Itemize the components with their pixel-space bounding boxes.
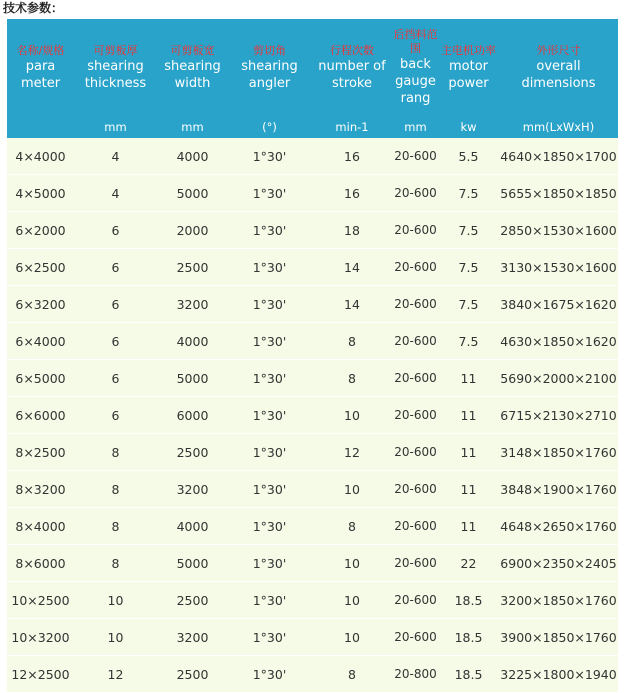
cell-width: 2500	[157, 656, 228, 693]
cell-angle: 1°30'	[228, 471, 311, 508]
cell-stroke: 10	[311, 619, 393, 656]
cell-gauge: 20-600	[393, 545, 438, 582]
cell-dimensions: 3148×1850×1760	[499, 434, 618, 471]
col-header-gauge: 后挡料范围 back gauge rang	[393, 19, 438, 116]
cell-model: 6×3200	[7, 286, 74, 323]
cell-thickness: 10	[74, 619, 157, 656]
cell-thickness: 4	[74, 138, 157, 175]
unit-width: mm	[157, 116, 228, 138]
cell-thickness: 6	[74, 397, 157, 434]
cell-angle: 1°30'	[228, 545, 311, 582]
cell-gauge: 20-600	[393, 249, 438, 286]
cell-angle: 1°30'	[228, 582, 311, 619]
cell-gauge: 20-600	[393, 212, 438, 249]
cell-power: 18.5	[438, 656, 499, 693]
cell-angle: 1°30'	[228, 360, 311, 397]
cell-dimensions: 6715×2130×2710	[499, 397, 618, 434]
cell-thickness: 8	[74, 545, 157, 582]
unit-stroke: min-1	[311, 116, 393, 138]
cell-width: 4000	[157, 508, 228, 545]
cell-angle: 1°30'	[228, 249, 311, 286]
cell-gauge: 20-600	[393, 360, 438, 397]
cell-angle: 1°30'	[228, 138, 311, 175]
cell-model: 12×2500	[7, 656, 74, 693]
cell-stroke: 10	[311, 397, 393, 434]
cell-gauge: 20-600	[393, 582, 438, 619]
cell-stroke: 10	[311, 545, 393, 582]
cell-angle: 1°30'	[228, 508, 311, 545]
cell-dimensions: 3900×1850×1760	[499, 619, 618, 656]
cell-gauge: 20-600	[393, 397, 438, 434]
cell-model: 8×3200	[7, 471, 74, 508]
cell-power: 7.5	[438, 249, 499, 286]
col-header-parameter: 名称/规格 para meter	[7, 19, 74, 116]
cell-model: 6×2000	[7, 212, 74, 249]
cell-dimensions: 4648×2650×1760	[499, 508, 618, 545]
cell-model: 10×3200	[7, 619, 74, 656]
cell-stroke: 8	[311, 656, 393, 693]
cell-dimensions: 5655×1850×1850	[499, 175, 618, 212]
cell-power: 11	[438, 360, 499, 397]
cell-stroke: 8	[311, 508, 393, 545]
cell-model: 8×2500	[7, 434, 74, 471]
unit-angle: (°)	[228, 116, 311, 138]
cell-angle: 1°30'	[228, 286, 311, 323]
unit-power: kw	[438, 116, 499, 138]
cell-power: 11	[438, 397, 499, 434]
cell-power: 11	[438, 434, 499, 471]
cell-gauge: 20-600	[393, 286, 438, 323]
unit-thickness: mm	[74, 116, 157, 138]
table-row	[7, 360, 618, 397]
cell-width: 4000	[157, 138, 228, 175]
cell-thickness: 6	[74, 360, 157, 397]
cell-thickness: 6	[74, 249, 157, 286]
cell-thickness: 4	[74, 175, 157, 212]
cell-model: 6×6000	[7, 397, 74, 434]
cell-gauge: 20-800	[393, 656, 438, 693]
cell-thickness: 6	[74, 212, 157, 249]
cell-model: 10×2500	[7, 582, 74, 619]
cell-thickness: 10	[74, 582, 157, 619]
cell-thickness: 6	[74, 286, 157, 323]
cell-dimensions: 3848×1900×1760	[499, 471, 618, 508]
table-row	[7, 619, 618, 656]
col-header-stroke: 行程次数 number of stroke	[311, 19, 393, 116]
units-row	[7, 116, 618, 138]
cell-gauge: 20-600	[393, 138, 438, 175]
table-row	[7, 582, 618, 619]
cell-width: 4000	[157, 323, 228, 360]
cell-model: 4×5000	[7, 175, 74, 212]
unit-gauge: mm	[393, 116, 438, 138]
col-header-thickness: 可剪板厚 shearing thickness	[74, 19, 157, 116]
table-row	[7, 508, 618, 545]
cell-stroke: 10	[311, 582, 393, 619]
table-row	[7, 286, 618, 323]
cell-model: 6×2500	[7, 249, 74, 286]
cell-stroke: 16	[311, 138, 393, 175]
cell-width: 5000	[157, 360, 228, 397]
cell-angle: 1°30'	[228, 619, 311, 656]
cell-dimensions: 3130×1530×1600	[499, 249, 618, 286]
cell-width: 6000	[157, 397, 228, 434]
cell-power: 7.5	[438, 286, 499, 323]
cell-gauge: 20-600	[393, 471, 438, 508]
table-row	[7, 656, 618, 693]
col-header-angle: 剪切角 shearing angler	[228, 19, 311, 116]
cell-gauge: 20-600	[393, 619, 438, 656]
cell-power: 5.5	[438, 138, 499, 175]
table-row	[7, 212, 618, 249]
cell-stroke: 8	[311, 360, 393, 397]
cell-width: 3200	[157, 471, 228, 508]
cell-model: 6×5000	[7, 360, 74, 397]
cell-model: 8×4000	[7, 508, 74, 545]
cell-thickness: 8	[74, 471, 157, 508]
table-row	[7, 249, 618, 286]
cell-thickness: 12	[74, 656, 157, 693]
cell-dimensions: 4640×1850×1700	[499, 138, 618, 175]
spec-caption: 技术参数：	[3, 1, 64, 15]
cell-model: 6×4000	[7, 323, 74, 360]
cell-width: 2500	[157, 249, 228, 286]
cell-stroke: 12	[311, 434, 393, 471]
cell-thickness: 8	[74, 434, 157, 471]
header-row	[7, 19, 618, 116]
cell-stroke: 10	[311, 471, 393, 508]
cell-power: 11	[438, 471, 499, 508]
cell-width: 2000	[157, 212, 228, 249]
cell-stroke: 14	[311, 249, 393, 286]
cell-thickness: 8	[74, 508, 157, 545]
table-row	[7, 397, 618, 434]
cell-angle: 1°30'	[228, 323, 311, 360]
cell-dimensions: 5690×2000×2100	[499, 360, 618, 397]
cell-thickness: 6	[74, 323, 157, 360]
cell-gauge: 20-600	[393, 323, 438, 360]
cell-width: 3200	[157, 619, 228, 656]
unit-parameter	[7, 116, 74, 138]
cell-gauge: 20-600	[393, 175, 438, 212]
col-header-power: 主电机功率 motor power	[438, 19, 499, 116]
spec-table	[7, 19, 618, 693]
table-row	[7, 138, 618, 175]
cell-angle: 1°30'	[228, 212, 311, 249]
col-header-dimensions: 外形尺寸 overall dimensions	[499, 19, 618, 116]
cell-dimensions: 4630×1850×1620	[499, 323, 618, 360]
cell-power: 7.5	[438, 212, 499, 249]
cell-power: 7.5	[438, 323, 499, 360]
table-row	[7, 434, 618, 471]
cell-model: 8×6000	[7, 545, 74, 582]
cell-stroke: 8	[311, 323, 393, 360]
cell-width: 5000	[157, 545, 228, 582]
cell-dimensions: 3840×1675×1620	[499, 286, 618, 323]
table-row	[7, 471, 618, 508]
cell-dimensions: 3200×1850×1760	[499, 582, 618, 619]
cell-gauge: 20-600	[393, 508, 438, 545]
cell-power: 18.5	[438, 582, 499, 619]
cell-angle: 1°30'	[228, 434, 311, 471]
table-row	[7, 545, 618, 582]
cell-stroke: 14	[311, 286, 393, 323]
cell-width: 2500	[157, 434, 228, 471]
cell-width: 3200	[157, 286, 228, 323]
cell-power: 11	[438, 508, 499, 545]
cell-dimensions: 6900×2350×2405	[499, 545, 618, 582]
cell-angle: 1°30'	[228, 656, 311, 693]
cell-width: 5000	[157, 175, 228, 212]
cell-power: 18.5	[438, 619, 499, 656]
cell-stroke: 16	[311, 175, 393, 212]
cell-stroke: 18	[311, 212, 393, 249]
cell-power: 22	[438, 545, 499, 582]
cell-power: 7.5	[438, 175, 499, 212]
table-row	[7, 175, 618, 212]
col-header-width: 可剪板宽 shearing width	[157, 19, 228, 116]
cell-dimensions: 3225×1800×1940	[499, 656, 618, 693]
cell-dimensions: 2850×1530×1600	[499, 212, 618, 249]
table-row	[7, 323, 618, 360]
cell-angle: 1°30'	[228, 175, 311, 212]
cell-gauge: 20-600	[393, 434, 438, 471]
unit-dimensions: mm(LxWxH)	[499, 116, 618, 138]
cell-angle: 1°30'	[228, 397, 311, 434]
cell-width: 2500	[157, 582, 228, 619]
cell-model: 4×4000	[7, 138, 74, 175]
